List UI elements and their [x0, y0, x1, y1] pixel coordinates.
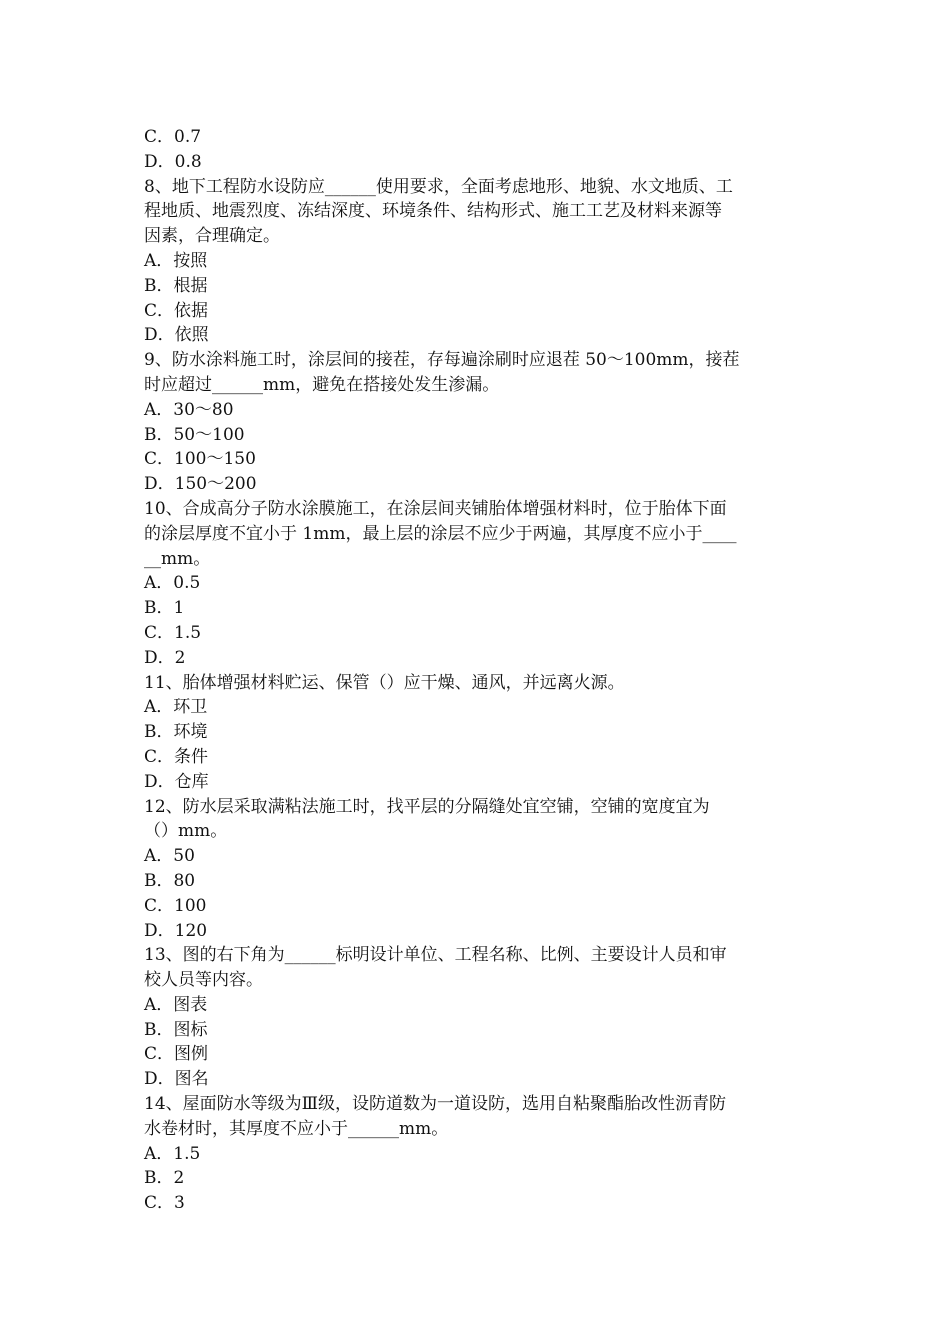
answer-option: A．0.5: [144, 573, 201, 594]
question-line: __mm。: [144, 548, 211, 569]
question-line: 因素，合理确定。: [144, 226, 280, 247]
answer-option: C．3: [144, 1193, 185, 1214]
answer-option: B．80: [144, 870, 196, 891]
question-line: 的涂层厚度不宜小于 1mm，最上层的涂层不应少于两遍，其厚度不应小于____: [144, 523, 737, 544]
answer-option: A．50: [144, 846, 195, 867]
answer-option: D．0.8: [144, 151, 202, 172]
question-line: 13、图的右下角为______标明设计单位、工程名称、比例、主要设计人员和审: [144, 945, 727, 966]
answer-option: C．依据: [144, 300, 209, 321]
answer-option: D．图名: [144, 1069, 209, 1090]
question-text: [144, 497, 808, 571]
answer-option: B．根据: [144, 275, 208, 296]
question-line: 水卷材时，其厚度不应小于______mm。: [144, 1118, 449, 1139]
question-line: （）mm。: [144, 821, 228, 842]
answer-option: C．100～150: [144, 449, 256, 470]
answer-option: B．1: [144, 598, 185, 619]
answer-option: B．2: [144, 1168, 185, 1189]
answer-option: A．30～80: [144, 399, 234, 420]
answer-option: D．120: [144, 920, 208, 941]
question-line: 11、胎体增强材料贮运、保管（）应干燥、通风，并远离火源。: [144, 672, 625, 693]
answer-option: C．1.5: [144, 622, 202, 643]
answer-option: D．150～200: [144, 474, 257, 495]
answer-option: A．1.5: [144, 1143, 201, 1164]
question-line: 时应超过______mm，避免在搭接处发生渗漏。: [144, 374, 500, 395]
question-line: 8、地下工程防水设防应______使用要求，全面考虑地形、地貌、水文地质、工: [144, 176, 733, 197]
question-line: 14、屋面防水等级为Ⅲ级，设防道数为一道设防，选用自粘聚酯胎改性沥青防: [144, 1094, 727, 1115]
answer-option: A．按照: [144, 250, 208, 271]
question-text: [144, 943, 808, 993]
answer-option: D．依照: [144, 325, 209, 346]
answer-option: A．环卫: [144, 697, 208, 718]
answer-option: C．图例: [144, 1044, 209, 1065]
answer-option: C．0.7: [144, 127, 202, 147]
answer-option: A．图表: [144, 994, 208, 1015]
answer-option: D．2: [144, 647, 186, 668]
question-text: [144, 1092, 808, 1142]
answer-option: C．条件: [144, 746, 209, 767]
answer-option: D．仓库: [144, 771, 209, 792]
question-line: 10、合成高分子防水涂膜施工，在涂层间夹铺胎体增强材料时，位于胎体下面: [144, 498, 727, 519]
question-line: 12、防水层采取满粘法施工时，找平层的分隔缝处宜空铺，空铺的宽度宜为: [144, 796, 710, 817]
question-line: 9、防水涂料施工时，涂层间的接茬，存每遍涂刷时应退茬 50～100mm，接茬: [144, 350, 740, 371]
answer-option: B．图标: [144, 1019, 208, 1040]
answer-option: C．100: [144, 895, 207, 916]
question-text: [144, 795, 808, 845]
answer-option: B．环境: [144, 722, 208, 743]
question-line: 程地质、地震烈度、冻结深度、环境条件、结构形式、施工工艺及材料来源等: [144, 201, 722, 222]
question-text: [144, 348, 808, 398]
question-text: [144, 671, 808, 696]
document-page: [144, 125, 808, 1216]
question-text: [144, 175, 808, 249]
question-line: 校人员等内容。: [144, 970, 263, 991]
answer-option: B．50～100: [144, 424, 245, 445]
